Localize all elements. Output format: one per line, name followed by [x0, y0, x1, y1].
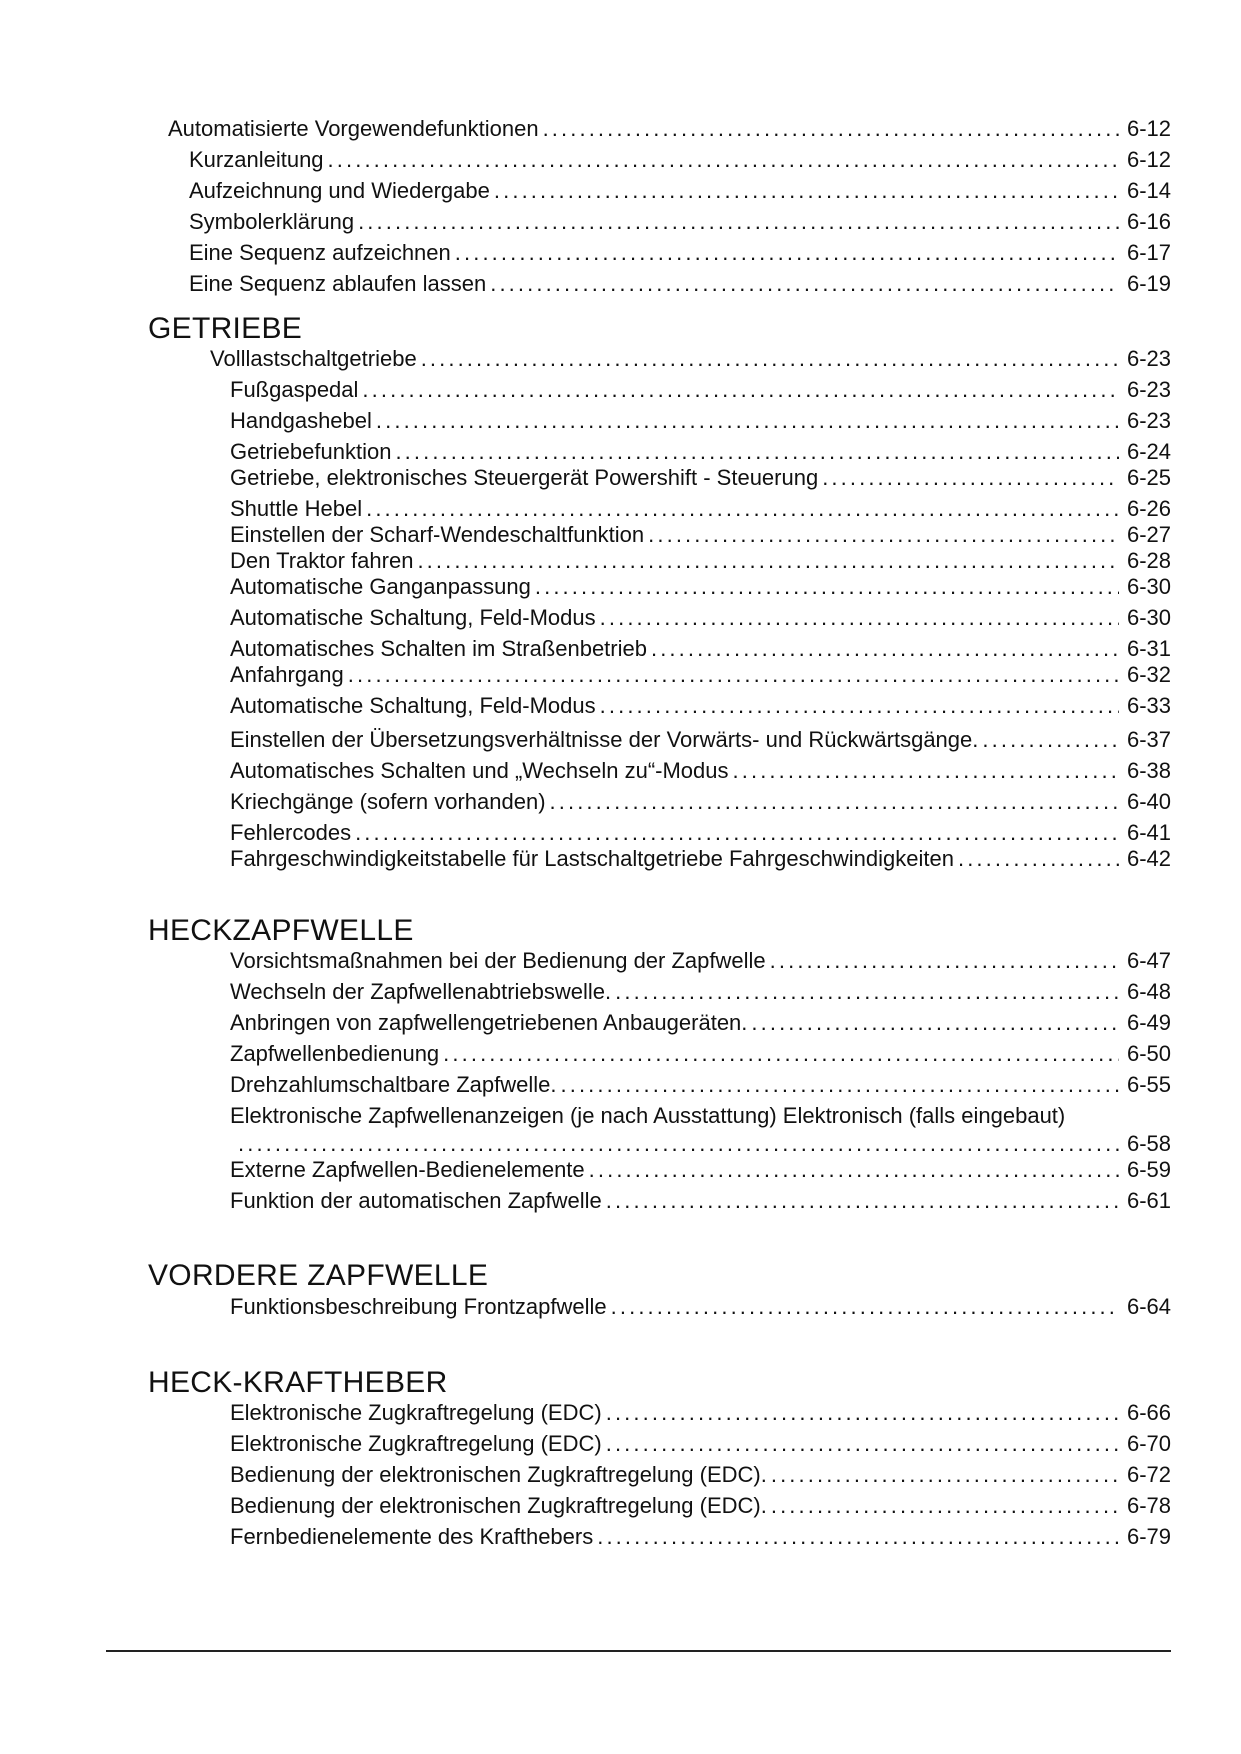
dot-leader: [443, 1041, 1119, 1067]
toc-entry-title: Fehlercodes: [230, 820, 352, 845]
toc-entry-title: Automatische Schaltung, Feld-Modus: [230, 693, 596, 718]
toc-entry-title: Getriebefunktion: [230, 439, 392, 464]
toc-entry-page: 6-23: [1126, 408, 1171, 433]
toc-entry[interactable]: [230, 727, 1171, 753]
toc-entry[interactable]: [230, 662, 1171, 688]
dot-leader: [543, 116, 1119, 142]
dot-leader: [606, 1431, 1119, 1457]
dot-leader: [822, 465, 1119, 491]
toc-entry[interactable]: [230, 496, 1171, 522]
toc-entry-title: Automatisches Schalten und „Wechseln zu“-Modus: [230, 758, 729, 783]
dot-leader: [733, 758, 1119, 784]
dot-leader: [417, 548, 1119, 574]
toc-entry[interactable]: [230, 1493, 1171, 1519]
dot-leader: [771, 1493, 1119, 1519]
toc-entry-title: Volllastschaltgetriebe: [210, 346, 417, 371]
toc-entry[interactable]: [230, 522, 1171, 548]
toc-entry[interactable]: [230, 1157, 1171, 1183]
toc-entry[interactable]: [230, 789, 1171, 815]
dot-leader: [589, 1157, 1119, 1183]
dot-leader: [615, 979, 1119, 1005]
toc-entry-page: 6-58: [1126, 1131, 1171, 1156]
toc-entry-page: 6-30: [1126, 605, 1171, 630]
toc-entry-page: 6-12: [1126, 116, 1171, 141]
toc-entry[interactable]: [230, 820, 1171, 846]
toc-entry[interactable]: [189, 209, 1171, 235]
dot-leader: [651, 636, 1119, 662]
section-heading-heckzapfwelle: HECKZAPFWELLE: [148, 914, 414, 947]
toc-entry[interactable]: [230, 1524, 1171, 1550]
toc-entry-page: 6-47: [1126, 948, 1171, 973]
toc-entry-page: 6-48: [1126, 979, 1171, 1004]
dot-leader: [600, 605, 1119, 631]
toc-entry-title: Anfahrgang: [230, 662, 344, 687]
dot-leader: [348, 662, 1119, 688]
toc-entry-page: 6-23: [1126, 377, 1171, 402]
dot-leader: [561, 1072, 1120, 1098]
toc-entry[interactable]: [230, 693, 1171, 719]
toc-entry-page: 6-40: [1126, 789, 1171, 814]
toc-entry-page: 6-19: [1126, 271, 1171, 296]
toc-entry-title: Symbolerklärung: [189, 209, 355, 234]
dot-leader: [600, 693, 1119, 719]
dot-leader: [238, 1131, 1119, 1157]
toc-entry[interactable]: [230, 1462, 1171, 1488]
toc-entry-title: Automatisierte Vorgewendefunktionen: [168, 116, 539, 141]
toc-entry[interactable]: [230, 636, 1171, 662]
toc-entry-title: Getriebe, elektronisches Steuergerät Powershift - Steuerung: [230, 465, 819, 490]
toc-entry[interactable]: [230, 548, 1171, 574]
toc-entry-title: Einstellen der Scharf-Wendeschaltfunktion: [230, 522, 645, 547]
toc-entry-title: Automatische Ganganpassung: [230, 574, 531, 599]
toc-entry[interactable]: [230, 758, 1171, 784]
toc-entry-title: Funktionsbeschreibung Frontzapfwelle: [230, 1294, 607, 1319]
toc-entry[interactable]: [230, 1072, 1171, 1098]
toc-entry-title: Zapfwellenbedienung: [230, 1041, 440, 1066]
toc-entry-title: Aufzeichnung und Wiedergabe: [189, 178, 490, 203]
toc-entry-title: Shuttle Hebel: [230, 496, 363, 521]
toc-entry[interactable]: [210, 346, 1171, 372]
toc-entry[interactable]: [168, 116, 1171, 142]
toc-entry[interactable]: [230, 1131, 1171, 1157]
toc-entry-page: 6-49: [1126, 1010, 1171, 1035]
toc-entry-title: Fahrgeschwindigkeitstabelle für Lastschaltgetriebe Fahrgeschwindigkeiten: [230, 846, 954, 871]
toc-entry-title: Eine Sequenz aufzeichnen: [189, 240, 451, 265]
toc-entry-page: 6-38: [1126, 758, 1171, 783]
toc-entry-page: 6-79: [1126, 1524, 1171, 1549]
toc-entry-page: 6-33: [1126, 693, 1171, 718]
toc-entry[interactable]: [230, 1041, 1171, 1067]
toc-entry-title: Kurzanleitung: [189, 147, 324, 172]
toc-entry[interactable]: [230, 948, 1171, 974]
toc-entry-page: 6-32: [1126, 662, 1171, 687]
dot-leader: [751, 1010, 1119, 1036]
toc-entry[interactable]: [230, 846, 1171, 872]
dot-leader: [771, 1462, 1119, 1488]
toc-entry[interactable]: [230, 979, 1171, 1005]
toc-entry[interactable]: [230, 1431, 1171, 1457]
dot-leader: [606, 1188, 1119, 1214]
toc-entry-title: Kriechgänge (sofern vorhanden): [230, 789, 546, 814]
dot-leader: [606, 1400, 1119, 1426]
toc-entry-page: 6-64: [1126, 1294, 1171, 1319]
toc-entry-page: 6-55: [1126, 1072, 1171, 1097]
toc-entry[interactable]: [189, 271, 1171, 297]
toc-entry-page: 6-41: [1126, 820, 1171, 845]
toc-entry[interactable]: [230, 465, 1171, 491]
section-heading-getriebe: GETRIEBE: [148, 312, 303, 345]
toc-entry-title: Automatisches Schalten im Straßenbetrieb: [230, 636, 647, 661]
toc-entry[interactable]: [189, 178, 1171, 204]
toc-entry-title: Wechseln der Zapfwellenabtriebswelle.: [230, 979, 612, 1004]
toc-entry-page: 6-26: [1126, 496, 1171, 521]
dot-leader: [535, 574, 1119, 600]
toc-entry[interactable]: [189, 147, 1171, 173]
dot-leader: [328, 147, 1119, 173]
toc-entry-title: Einstellen der Übersetzungsverhältnisse der Vorwärts- und Rückwärtsgänge.: [230, 727, 979, 752]
toc-entry-page: 6-12: [1126, 147, 1171, 172]
toc-entry[interactable]: [230, 605, 1171, 631]
toc-entry[interactable]: [230, 574, 1171, 600]
toc-entry-page: 6-78: [1126, 1493, 1171, 1518]
toc-entry-title: Automatische Schaltung, Feld-Modus: [230, 605, 596, 630]
dot-leader: [611, 1294, 1119, 1320]
dot-leader: [550, 789, 1119, 815]
toc-entry-page: 6-16: [1126, 209, 1171, 234]
section-heading-heck-kraftheber: HECK-KRAFTHEBER: [148, 1366, 448, 1399]
toc-entry[interactable]: [230, 439, 1171, 465]
toc-entry-page: 6-24: [1126, 439, 1171, 464]
dot-leader: [494, 178, 1119, 204]
dot-leader: [355, 820, 1119, 846]
toc-entry-page: 6-28: [1126, 548, 1171, 573]
toc-entry-title: Fernbedienelemente des Krafthebers: [230, 1524, 594, 1549]
toc-entry-title: Fußgaspedal: [230, 377, 359, 402]
toc-entry-page: 6-31: [1126, 636, 1171, 661]
toc-entry-page: 6-66: [1126, 1400, 1171, 1425]
section-heading-vordere-zapfwelle: VORDERE ZAPFWELLE: [148, 1259, 489, 1292]
dot-leader: [648, 522, 1119, 548]
toc-entry-title: Elektronische Zugkraftregelung (EDC): [230, 1431, 602, 1456]
toc-entry-title: Elektronische Zugkraftregelung (EDC): [230, 1400, 602, 1425]
dot-leader: [376, 408, 1119, 434]
toc-entry-title-wrapped[interactable]: Elektronische Zapfwellenanzeigen (je nach Ausstattung) Elektronisch (falls eingebaut): [230, 1103, 1066, 1128]
toc-entry-title: Bedienung der elektronischen Zugkraftregelung (EDC).: [230, 1462, 767, 1487]
toc-entry-title: Externe Zapfwellen-Bedienelemente: [230, 1157, 585, 1182]
toc-entry-page: 6-25: [1126, 465, 1171, 490]
toc-entry-title: Bedienung der elektronischen Zugkraftregelung (EDC).: [230, 1493, 767, 1518]
toc-entry-title: Eine Sequenz ablaufen lassen: [189, 271, 487, 296]
dot-leader: [770, 948, 1119, 974]
toc-entry-title: Anbringen von zapfwellengetriebenen Anbaugeräten.: [230, 1010, 748, 1035]
toc-entry[interactable]: [230, 1294, 1171, 1320]
dot-leader: [490, 271, 1119, 297]
dot-leader: [421, 346, 1119, 372]
toc-entry-page: 6-23: [1126, 346, 1171, 371]
toc-entry-title: Vorsichtsmaßnahmen bei der Bedienung der Zapfwelle: [230, 948, 766, 973]
toc-entry-page: 6-17: [1126, 240, 1171, 265]
toc-entry-title: Handgashebel: [230, 408, 372, 433]
toc-entry-page: 6-30: [1126, 574, 1171, 599]
toc-entry-page: 6-14: [1126, 178, 1171, 203]
footer-rule: [106, 1650, 1171, 1652]
toc-entry-page: 6-37: [1126, 727, 1171, 752]
dot-leader: [362, 377, 1119, 403]
dot-leader: [358, 209, 1119, 235]
toc-entry-page: 6-42: [1126, 846, 1171, 871]
dot-leader: [597, 1524, 1119, 1550]
toc-entry-title: Funktion der automatischen Zapfwelle: [230, 1188, 602, 1213]
toc-entry[interactable]: [230, 408, 1171, 434]
dot-leader: [455, 240, 1119, 266]
toc-entry-page: 6-50: [1126, 1041, 1171, 1066]
toc-entry-page: 6-72: [1126, 1462, 1171, 1487]
toc-entry-page: 6-61: [1126, 1188, 1171, 1213]
toc-entry-page: 6-59: [1126, 1157, 1171, 1182]
toc-entry[interactable]: [230, 377, 1171, 403]
dot-leader: [395, 439, 1119, 465]
toc-entry-page: 6-27: [1126, 522, 1171, 547]
toc-entry[interactable]: [230, 1010, 1171, 1036]
toc-entry[interactable]: [230, 1188, 1171, 1214]
toc-entry-page: 6-70: [1126, 1431, 1171, 1456]
toc-entry[interactable]: [189, 240, 1171, 266]
toc-entry-title: Den Traktor fahren: [230, 548, 414, 573]
toc-entry[interactable]: [230, 1400, 1171, 1426]
toc-entry-title: Drehzahlumschaltbare Zapfwelle.: [230, 1072, 557, 1097]
dot-leader: [366, 496, 1119, 522]
dot-leader: [982, 727, 1119, 753]
dot-leader: [958, 846, 1119, 872]
